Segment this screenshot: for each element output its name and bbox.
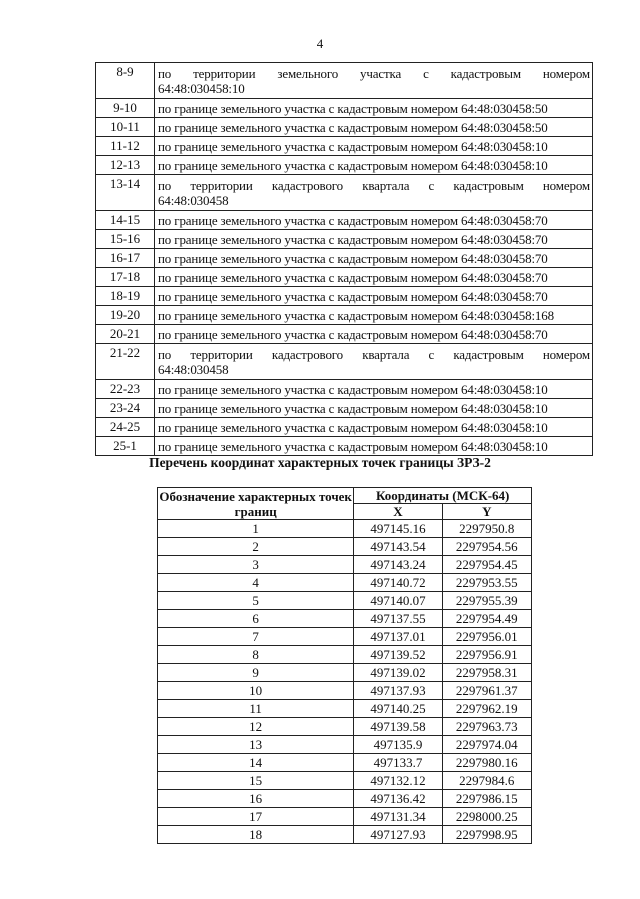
coord-row xyxy=(158,772,532,790)
coord-row xyxy=(158,628,532,646)
segment-row xyxy=(96,99,593,118)
segment-row xyxy=(96,287,593,306)
segment-description xyxy=(155,63,593,99)
point-number: 10 xyxy=(158,682,354,700)
header-row xyxy=(158,488,532,504)
segment-description xyxy=(155,137,593,156)
point-number: 3 xyxy=(158,556,354,574)
segment-id: 15-16 xyxy=(96,230,155,249)
coord-x: 497132.12 xyxy=(354,772,442,790)
coord-x: 497137.55 xyxy=(354,610,442,628)
segment-description-text: по границе земельного участка с кадастровым номером 64:48:030458:50 xyxy=(158,101,548,116)
segment-row xyxy=(96,344,593,380)
coord-y: 2297974.04 xyxy=(442,736,531,754)
segment-row xyxy=(96,418,593,437)
segment-row xyxy=(96,63,593,99)
segment-description-text: по границе земельного участка с кадастровым номером 64:48:030458:10 xyxy=(158,439,548,454)
point-number: 1 xyxy=(158,520,354,538)
coord-y: 2297958.31 xyxy=(442,664,531,682)
segment-description xyxy=(155,344,593,380)
coord-y: 2297956.91 xyxy=(442,646,531,664)
coord-x: 497137.01 xyxy=(354,628,442,646)
segment-description xyxy=(155,418,593,437)
segment-description xyxy=(155,325,593,344)
coord-y: 2297998.95 xyxy=(442,826,531,844)
coord-x: 497140.72 xyxy=(354,574,442,592)
segment-id: 16-17 xyxy=(96,249,155,268)
segment-id: 14-15 xyxy=(96,211,155,230)
segment-id: 23-24 xyxy=(96,399,155,418)
point-number: 4 xyxy=(158,574,354,592)
coord-row xyxy=(158,754,532,772)
coords-list-title: Перечень координат характерных точек границы ЗРЗ-2 xyxy=(149,455,491,470)
segment-description-text: по границе земельного участка с кадастровым номером 64:48:030458:50 xyxy=(158,120,548,135)
coord-x: 497139.52 xyxy=(354,646,442,664)
segment-description xyxy=(155,287,593,306)
segment-description-text: по границе земельного участка с кадастровым номером 64:48:030458:70 xyxy=(158,213,548,228)
segment-id: 18-19 xyxy=(96,287,155,306)
segment-id: 8-9 xyxy=(96,63,155,99)
coord-row xyxy=(158,718,532,736)
point-number: 7 xyxy=(158,628,354,646)
coord-x: 497145.16 xyxy=(354,520,442,538)
segment-description-text: по границе земельного участка с кадастровым номером 64:48:030458:168 xyxy=(158,308,554,323)
coord-row xyxy=(158,682,532,700)
coordinates-body xyxy=(158,520,532,844)
coordinates-table-header xyxy=(158,488,532,520)
segment-id: 12-13 xyxy=(96,156,155,175)
segment-description xyxy=(155,99,593,118)
segment-id: 22-23 xyxy=(96,380,155,399)
segment-description xyxy=(155,268,593,287)
coord-x: 497140.07 xyxy=(354,592,442,610)
segment-description-text: по границе земельного участка с кадастровым номером 64:48:030458:10 xyxy=(158,382,548,397)
segment-row xyxy=(96,211,593,230)
point-number: 9 xyxy=(158,664,354,682)
segment-description xyxy=(155,230,593,249)
coord-y: 2297953.55 xyxy=(442,574,531,592)
segment-row xyxy=(96,249,593,268)
header-x: X xyxy=(354,504,442,520)
segment-description xyxy=(155,156,593,175)
header-coordinates: Координаты (МСК-64) xyxy=(354,488,532,504)
segments-body xyxy=(96,63,593,456)
coord-x: 497136.42 xyxy=(354,790,442,808)
segment-description xyxy=(155,437,593,456)
point-number: 15 xyxy=(158,772,354,790)
segment-description xyxy=(155,249,593,268)
segment-description xyxy=(155,118,593,137)
segment-id: 9-10 xyxy=(96,99,155,118)
coord-row xyxy=(158,808,532,826)
segment-description-text: по территории кадастрового квартала с кадастровым номером 64:48:030458 xyxy=(158,347,590,377)
coord-row xyxy=(158,790,532,808)
page-number: 4 xyxy=(316,36,324,51)
coord-y: 2297955.39 xyxy=(442,592,531,610)
coord-x: 497127.93 xyxy=(354,826,442,844)
segment-row xyxy=(96,399,593,418)
coord-y: 2297950.8 xyxy=(442,520,531,538)
coord-y: 2297954.49 xyxy=(442,610,531,628)
segment-description-text: по границе земельного участка с кадастровым номером 64:48:030458:70 xyxy=(158,289,548,304)
coord-x: 497139.58 xyxy=(354,718,442,736)
segment-description xyxy=(155,380,593,399)
segment-id: 21-22 xyxy=(96,344,155,380)
segment-row xyxy=(96,137,593,156)
coord-y: 2297963.73 xyxy=(442,718,531,736)
segment-row xyxy=(96,380,593,399)
segment-id: 13-14 xyxy=(96,175,155,211)
segment-description-text: по границе земельного участка с кадастровым номером 64:48:030458:10 xyxy=(158,420,548,435)
segment-description xyxy=(155,211,593,230)
segment-id: 19-20 xyxy=(96,306,155,325)
coord-row xyxy=(158,700,532,718)
segment-description-text: по границе земельного участка с кадастровым номером 64:48:030458:70 xyxy=(158,270,548,285)
coord-y: 2297961.37 xyxy=(442,682,531,700)
coord-row xyxy=(158,646,532,664)
segment-description-text: по границе земельного участка с кадастровым номером 64:48:030458:70 xyxy=(158,232,548,247)
point-number: 17 xyxy=(158,808,354,826)
segment-description-text: по границе земельного участка с кадастровым номером 64:48:030458:70 xyxy=(158,251,548,266)
segment-row xyxy=(96,437,593,456)
segment-row xyxy=(96,268,593,287)
boundary-segments-table xyxy=(95,62,593,456)
segment-row xyxy=(96,175,593,211)
segment-id: 17-18 xyxy=(96,268,155,287)
coord-y: 2297980.16 xyxy=(442,754,531,772)
segment-id: 20-21 xyxy=(96,325,155,344)
coord-row xyxy=(158,538,532,556)
coord-y: 2297956.01 xyxy=(442,628,531,646)
segment-id: 11-12 xyxy=(96,137,155,156)
segment-description-text: по границе земельного участка с кадастровым номером 64:48:030458:10 xyxy=(158,139,548,154)
point-number: 13 xyxy=(158,736,354,754)
coord-row xyxy=(158,592,532,610)
segment-row xyxy=(96,325,593,344)
coord-y: 2297986.15 xyxy=(442,790,531,808)
point-number: 14 xyxy=(158,754,354,772)
segment-id: 25-1 xyxy=(96,437,155,456)
point-number: 2 xyxy=(158,538,354,556)
coord-row xyxy=(158,826,532,844)
segment-description-text: по территории земельного участка с кадастровым номером 64:48:030458:10 xyxy=(158,66,590,96)
coord-x: 497133.7 xyxy=(354,754,442,772)
point-number: 18 xyxy=(158,826,354,844)
coord-row xyxy=(158,736,532,754)
coord-row xyxy=(158,556,532,574)
segment-row xyxy=(96,156,593,175)
point-number: 6 xyxy=(158,610,354,628)
coord-x: 497135.9 xyxy=(354,736,442,754)
point-number: 12 xyxy=(158,718,354,736)
segment-description xyxy=(155,175,593,211)
segment-id: 24-25 xyxy=(96,418,155,437)
coord-x: 497137.93 xyxy=(354,682,442,700)
segment-row xyxy=(96,306,593,325)
segment-description-text: по границе земельного участка с кадастровым номером 64:48:030458:70 xyxy=(158,327,548,342)
coord-y: 2298000.25 xyxy=(442,808,531,826)
coord-y: 2297954.45 xyxy=(442,556,531,574)
header-point-designation: Обозначение характерных точек границ xyxy=(159,488,352,519)
segment-id: 10-11 xyxy=(96,118,155,137)
coord-y: 2297984.6 xyxy=(442,772,531,790)
coord-row xyxy=(158,664,532,682)
segment-row xyxy=(96,230,593,249)
coord-row xyxy=(158,610,532,628)
coord-x: 497131.34 xyxy=(354,808,442,826)
coord-y: 2297962.19 xyxy=(442,700,531,718)
coordinates-table xyxy=(157,487,532,844)
segment-row xyxy=(96,118,593,137)
segment-description xyxy=(155,399,593,418)
coord-y: 2297954.56 xyxy=(442,538,531,556)
point-number: 8 xyxy=(158,646,354,664)
coord-row xyxy=(158,520,532,538)
point-number: 16 xyxy=(158,790,354,808)
segment-description-text: по границе земельного участка с кадастровым номером 64:48:030458:10 xyxy=(158,158,548,173)
coord-row xyxy=(158,574,532,592)
point-number: 5 xyxy=(158,592,354,610)
coord-x: 497143.54 xyxy=(354,538,442,556)
header-y: Y xyxy=(442,504,531,520)
coord-x: 497143.24 xyxy=(354,556,442,574)
segment-description-text: по территории кадастрового квартала с кадастровым номером 64:48:030458 xyxy=(158,178,590,208)
point-number: 11 xyxy=(158,700,354,718)
segment-description xyxy=(155,306,593,325)
coord-x: 497139.02 xyxy=(354,664,442,682)
segment-description-text: по границе земельного участка с кадастровым номером 64:48:030458:10 xyxy=(158,401,548,416)
coord-x: 497140.25 xyxy=(354,700,442,718)
